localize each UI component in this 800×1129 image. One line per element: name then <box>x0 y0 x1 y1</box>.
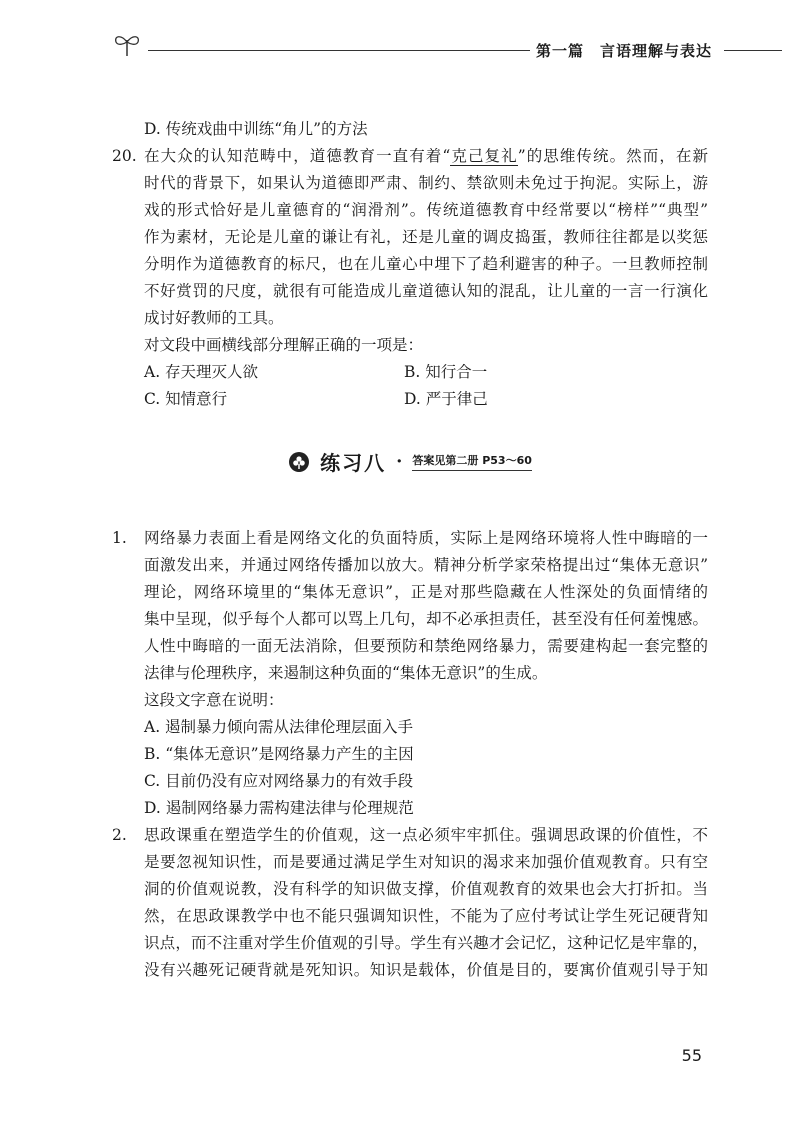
running-header <box>108 30 782 60</box>
question-line: 1. 网络暴力表面上看是网络文化的负面特质，实际上是网络环境将人性中晦暗的一 <box>112 525 708 552</box>
option-c: C. 知情意行 <box>144 390 228 408</box>
question-2 <box>112 822 708 984</box>
question-line: 分明作为道德教育的标尺，也在儿童心中埋下了趋利避害的种子。一旦教师控制 <box>144 255 708 273</box>
header-rule-left <box>148 50 572 51</box>
options-row <box>112 386 708 413</box>
sprout-icon <box>112 30 142 58</box>
option-d: D. 遏制网络暴力需构建法律与伦理规范 <box>144 799 414 817</box>
page-number: 55 <box>681 1046 702 1065</box>
question-line: 20. 在大众的认知范畴中，道德教育一直有着“克己复礼”的思维传统。然而，在新 <box>112 143 708 170</box>
question-line: 戏的形式恰好是儿童德育的“润滑剂”。传统道德教育中经常要以“榜样”“典型” <box>144 201 708 219</box>
question-line: 不好赏罚的尺度，就很有可能造成儿童道德认知的混乱，让儿童的一言一行演化 <box>144 282 708 300</box>
section-heading <box>112 447 708 487</box>
header-rule-right <box>724 50 782 51</box>
question-line: 人性中晦暗的一面无法消除，但要预防和禁绝网络暴力，需要建构起一套完整的 <box>144 637 708 655</box>
question-1 <box>112 525 708 822</box>
option-c: C. 目前仍没有应对网络暴力的有效手段 <box>144 772 414 790</box>
question-prompt: 对文段中画横线部分理解正确的一项是： <box>144 336 424 354</box>
question-number: 20. <box>112 147 137 165</box>
option-b: B. 知行合一 <box>404 363 488 381</box>
option-b: B. “集体无意识”是网络暴力产生的主因 <box>144 745 414 763</box>
question-line: 2. 思政课重在塑造学生的价值观，这一点必须牢牢抓住。强调思政课的价值性，不 <box>112 822 708 849</box>
section-title: 练习八 <box>320 451 387 475</box>
question-line: 面激发出来，并通过网络传播加以放大。精神分析学家荣格提出过“集体无意识” <box>144 556 708 574</box>
underlined-phrase: 克己复礼 <box>450 147 518 165</box>
question-line: 没有兴趣死记硬背就是死知识。知识是载体，价值是目的，要寓价值观引导于知 <box>144 961 708 979</box>
flower-icon <box>288 451 310 473</box>
option-a: A. 存天理灭人欲 <box>144 363 259 381</box>
question-line: 时代的背景下，如果认为道德即严肃、制约、禁欲则未免过于拘泥。实际上，游 <box>144 174 708 192</box>
answer-reference: 答案见第二册 P53～60 <box>412 452 532 471</box>
question-line: 成讨好教师的工具。 <box>144 309 284 327</box>
question-line: 识点，而不注重对学生价值观的引导。学生有兴趣才会记忆，这种记忆是牢靠的， <box>144 934 708 952</box>
question-line: 是要忽视知识性，而是要通过满足学生对知识的渴求来加强价值观教育。只有空 <box>144 853 708 871</box>
question-line: 作为素材，无论是儿童的谦让有礼，还是儿童的调皮捣蛋，教师往往都是以奖惩 <box>144 228 708 246</box>
question-prompt: 这段文字意在说明： <box>144 691 284 709</box>
question-line: 法律与伦理秩序，来遏制这种负面的“集体无意识”的生成。 <box>144 664 548 682</box>
section-separator: · <box>396 451 403 472</box>
options-row <box>112 359 708 386</box>
question-line: 洞的价值观说教，没有科学的知识做支撑，价值观教育的效果也会大打折扣。当 <box>144 880 708 898</box>
question-20 <box>112 143 708 413</box>
question-line: 集中呈现，似乎每个人都可以骂上几句，却不必承担责任，甚至没有任何羞愧感。 <box>144 610 708 628</box>
question-number: 2. <box>112 826 127 844</box>
chapter-title: 第一篇 言语理解与表达 <box>530 40 718 61</box>
question-number: 1. <box>112 529 127 547</box>
question-line: 理论，网络环境里的“集体无意识”，正是对那些隐藏在人性深处的负面情绪的 <box>144 583 708 601</box>
question-line: 然，在思政课教学中也不能只强调知识性，不能为了应付考试让学生死记硬背知 <box>144 907 708 925</box>
prev-option-d: D. 传统戏曲中训练“角儿”的方法 <box>144 120 368 138</box>
option-a: A. 遏制暴力倾向需从法律伦理层面入手 <box>144 718 414 736</box>
option-d: D. 严于律己 <box>404 390 488 408</box>
page-content <box>112 116 708 984</box>
